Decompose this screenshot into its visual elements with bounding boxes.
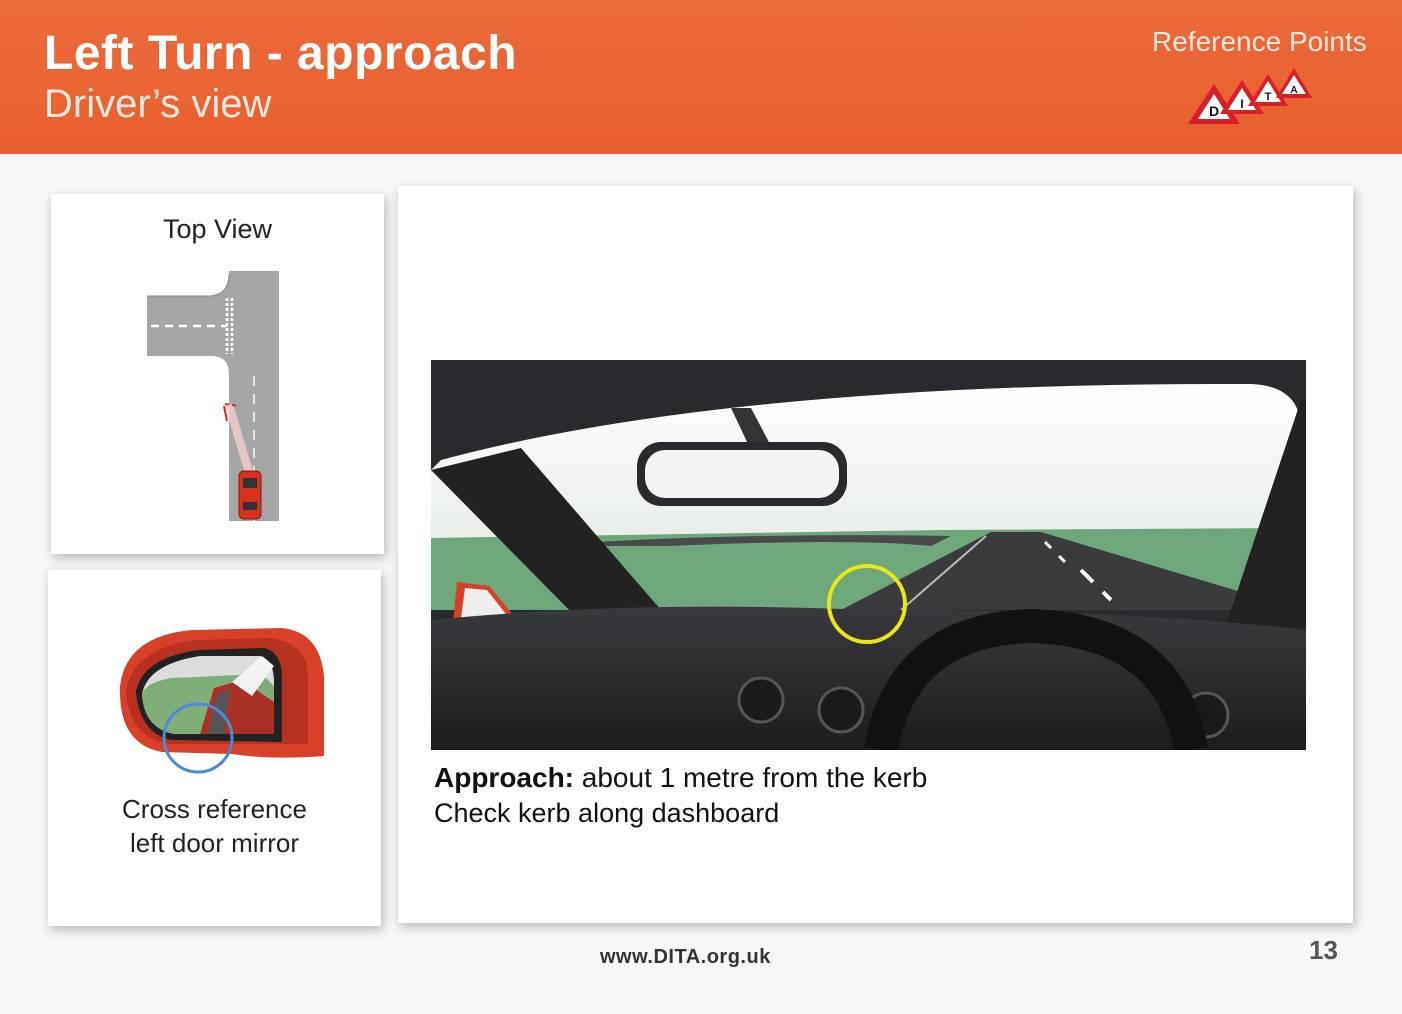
logo-triangle-a (1276, 68, 1312, 98)
top-view-title: Top View (162, 214, 273, 244)
approach-label: Approach: (434, 762, 574, 793)
check-kerb-text: Check kerb along dashboard (434, 798, 780, 828)
dita-logo (1186, 66, 1316, 126)
page-title: Left Turn - approach (44, 27, 518, 80)
approach-text: about 1 metre from the kerb (581, 762, 928, 793)
logo-letter-i: I (1240, 97, 1244, 111)
logo-letter-a: A (1290, 85, 1298, 96)
mirror-panel (48, 570, 381, 926)
driver-view-panel (398, 186, 1353, 923)
page-subtitle: Driver’s view (44, 82, 272, 126)
logo-letter-t: T (1264, 91, 1272, 103)
mirror-caption-line2: left door mirror (129, 828, 300, 858)
logo-letter-d: D (1208, 103, 1220, 119)
reference-points-label: Reference Points (1152, 26, 1367, 57)
mirror-caption (48, 792, 381, 860)
mirror-caption-line1: Cross reference (122, 794, 307, 824)
junction-diagram (141, 266, 291, 531)
driver-view-illustration (431, 360, 1306, 750)
footer-url: www.DITA.org.uk (600, 946, 771, 968)
approach-line (434, 762, 927, 794)
page-number: 13 (1309, 935, 1338, 965)
top-view-panel (51, 194, 384, 554)
door-mirror-illustration (112, 626, 328, 774)
header-banner (0, 0, 1402, 154)
